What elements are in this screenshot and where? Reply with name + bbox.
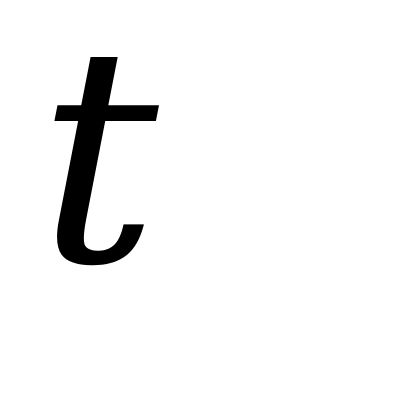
italic-letter-t: t (38, 0, 159, 332)
